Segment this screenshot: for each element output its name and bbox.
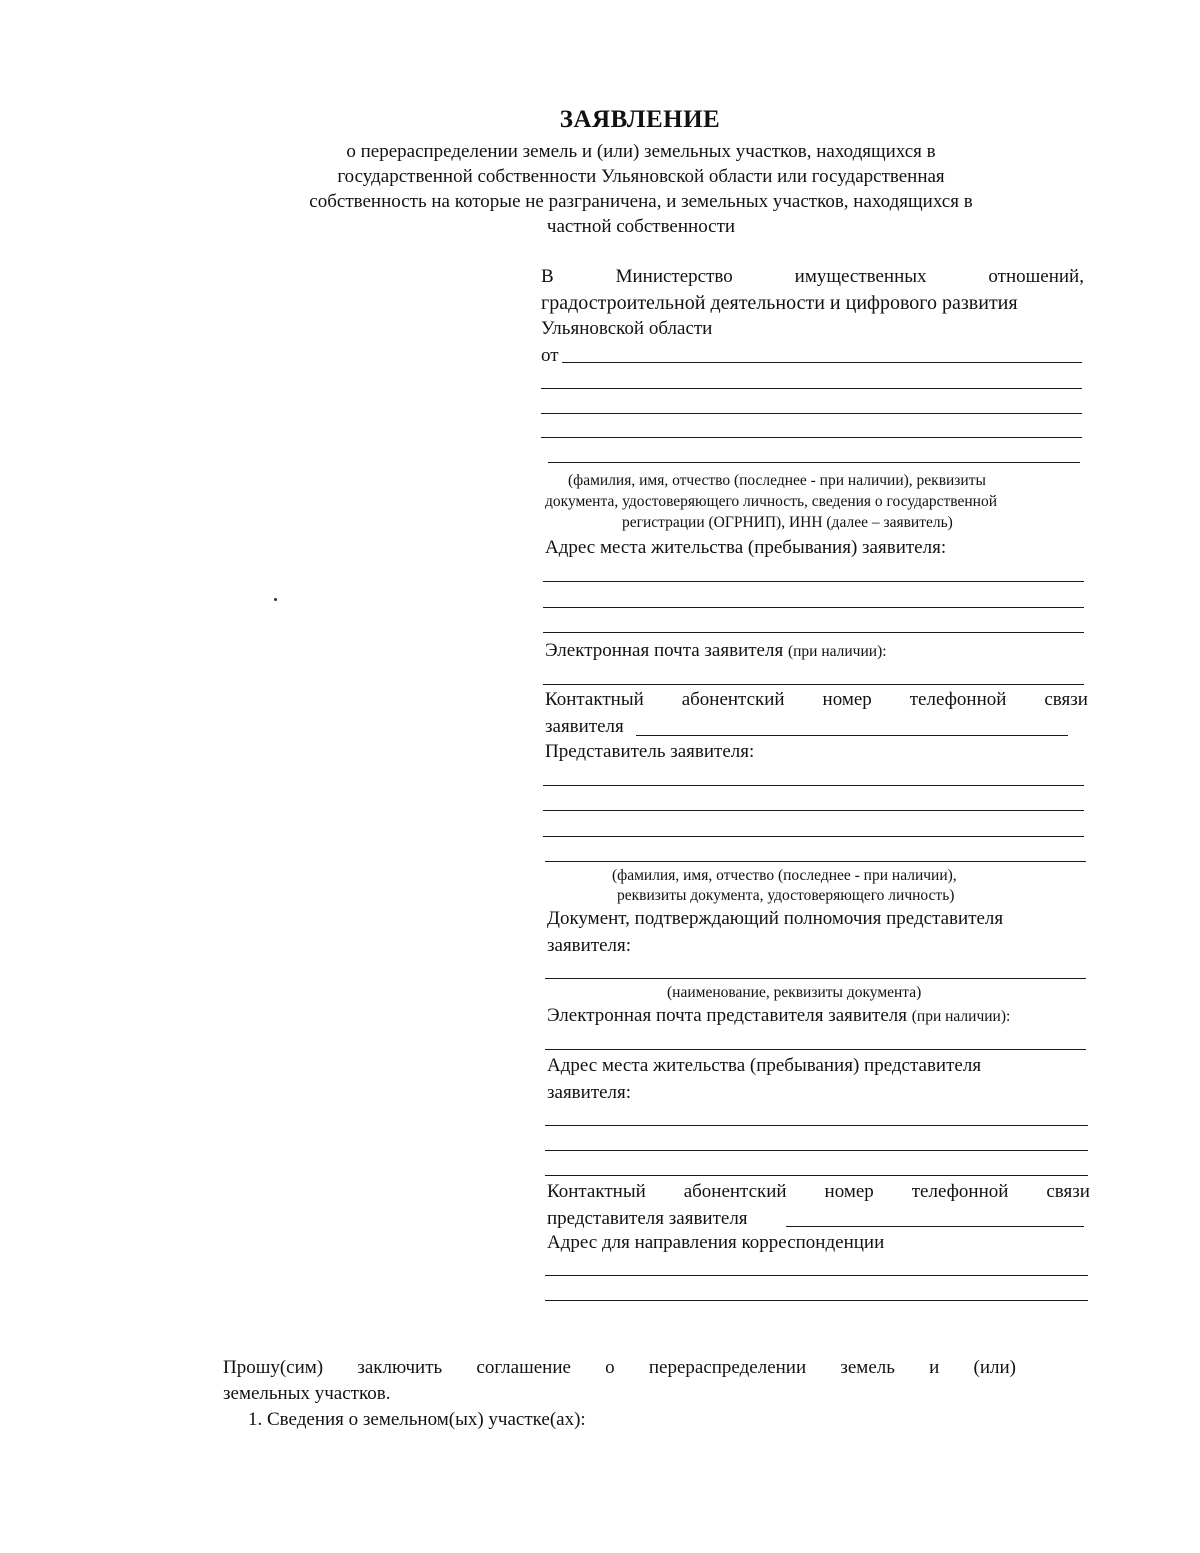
representative-line-1[interactable] bbox=[543, 785, 1084, 786]
authority-doc-label-1: Документ, подтверждающий полномочия представителя bbox=[547, 908, 1004, 929]
applicant-details-line-3[interactable] bbox=[541, 437, 1082, 438]
applicant-name-field[interactable] bbox=[562, 362, 1082, 363]
applicant-address-label: Адрес места жительства (пребывания) заявителя: bbox=[545, 537, 947, 558]
rep-email-field[interactable] bbox=[545, 1049, 1086, 1050]
authority-doc-field[interactable] bbox=[545, 978, 1086, 979]
request-word: перераспределении bbox=[648, 1357, 807, 1378]
from-label: от bbox=[541, 345, 559, 366]
rep-email-label-text: Электронная почта представителя заявителя bbox=[547, 1005, 907, 1026]
phone-word: Контактный bbox=[545, 689, 644, 710]
addressee-word: Министерство bbox=[615, 266, 733, 287]
representative-line-2[interactable] bbox=[543, 810, 1084, 811]
applicant-address-line-1[interactable] bbox=[543, 581, 1084, 582]
request-word: (или) bbox=[973, 1357, 1016, 1378]
authority-doc-caption: (наименование, реквизиты документа) bbox=[667, 984, 922, 1001]
applicant-caption-3: регистрации (ОГРНИП), ИНН (далее – заявитель) bbox=[622, 514, 953, 531]
applicant-details-line-4[interactable] bbox=[548, 462, 1080, 463]
rep-address-label-1: Адрес места жительства (пребывания) представителя bbox=[547, 1055, 982, 1076]
request-line-1 bbox=[223, 1357, 1016, 1379]
phone-word: связи bbox=[1046, 1181, 1090, 1202]
rep-email-note: (при наличии): bbox=[911, 1008, 1011, 1025]
authority-doc-label-2: заявителя: bbox=[547, 935, 632, 956]
applicant-caption-1: (фамилия, имя, отчество (последнее - при наличии), реквизиты bbox=[568, 472, 986, 489]
phone-word: Контактный bbox=[547, 1181, 646, 1202]
representative-caption-1: (фамилия, имя, отчество (последнее - при наличии), bbox=[612, 867, 957, 884]
phone-word: телефонной bbox=[909, 689, 1007, 710]
addressee-line-1 bbox=[541, 266, 1084, 288]
applicant-phone-label-line-2: заявителя bbox=[545, 716, 624, 737]
addressee-line-3: Ульяновской области bbox=[541, 318, 713, 339]
addressee-word: имущественных bbox=[794, 266, 927, 287]
applicant-caption-2: документа, удостоверяющего личность, сведения о государственной bbox=[545, 493, 998, 510]
applicant-phone-label-line-1 bbox=[545, 689, 1088, 711]
rep-phone-label-line-2: представителя заявителя bbox=[547, 1208, 748, 1229]
subtitle-line-4: частной собственности bbox=[546, 216, 736, 237]
request-word: и bbox=[929, 1357, 940, 1378]
rep-email-label bbox=[547, 1005, 1010, 1027]
correspondence-line-1[interactable] bbox=[545, 1275, 1088, 1276]
applicant-email-field[interactable] bbox=[543, 684, 1084, 685]
addressee-line-2: градостроительной деятельности и цифрового развития bbox=[541, 292, 1018, 314]
rep-address-label-2: заявителя: bbox=[547, 1082, 632, 1103]
subtitle-line-1: о перераспределении земель и (или) земельных участков, находящихся в bbox=[346, 141, 936, 162]
phone-word: номер bbox=[824, 1181, 874, 1202]
subtitle-line-2: государственной собственности Ульяновской области или государственная bbox=[337, 166, 945, 187]
rep-address-line-2[interactable] bbox=[545, 1150, 1088, 1151]
addressee-word: В bbox=[541, 266, 554, 287]
applicant-email-label-text: Электронная почта заявителя bbox=[545, 640, 784, 661]
applicant-details-line-2[interactable] bbox=[541, 413, 1082, 414]
rep-address-line-3[interactable] bbox=[545, 1175, 1088, 1176]
applicant-address-line-2[interactable] bbox=[543, 607, 1084, 608]
request-line-2: земельных участков. bbox=[223, 1383, 391, 1404]
phone-word: номер bbox=[822, 689, 872, 710]
rep-phone-label-line-1 bbox=[547, 1181, 1090, 1203]
phone-word: телефонной bbox=[911, 1181, 1009, 1202]
representative-label: Представитель заявителя: bbox=[545, 741, 755, 762]
applicant-email-label bbox=[545, 640, 887, 662]
section-1-heading: 1. Сведения о земельном(ых) участке(ах): bbox=[248, 1409, 586, 1430]
rep-phone-field[interactable] bbox=[786, 1226, 1084, 1227]
request-word: о bbox=[605, 1357, 615, 1378]
scan-speck bbox=[274, 598, 277, 601]
applicant-address-line-3[interactable] bbox=[543, 632, 1084, 633]
request-word: заключить bbox=[357, 1357, 443, 1378]
form-title: ЗАЯВЛЕНИЕ bbox=[559, 106, 721, 133]
request-word: соглашение bbox=[476, 1357, 571, 1378]
rep-address-line-1[interactable] bbox=[545, 1125, 1088, 1126]
correspondence-label: Адрес для направления корреспонденции bbox=[547, 1232, 885, 1253]
applicant-phone-field[interactable] bbox=[636, 735, 1068, 736]
phone-word: абонентский bbox=[683, 1181, 787, 1202]
applicant-details-line-1[interactable] bbox=[541, 388, 1082, 389]
request-word: Прошу(сим) bbox=[223, 1357, 324, 1378]
phone-word: абонентский bbox=[681, 689, 785, 710]
correspondence-line-2[interactable] bbox=[545, 1300, 1088, 1301]
representative-line-4[interactable] bbox=[545, 861, 1086, 862]
representative-caption-2: реквизиты документа, удостоверяющего личность) bbox=[617, 887, 955, 904]
representative-line-3[interactable] bbox=[543, 836, 1084, 837]
request-word: земель bbox=[840, 1357, 895, 1378]
addressee-word: отношений, bbox=[988, 266, 1084, 287]
phone-word: связи bbox=[1044, 689, 1088, 710]
applicant-email-note: (при наличии): bbox=[787, 643, 887, 660]
subtitle-line-3: собственность на которые не разграничена, и земельных участков, находящихся в bbox=[309, 191, 973, 212]
